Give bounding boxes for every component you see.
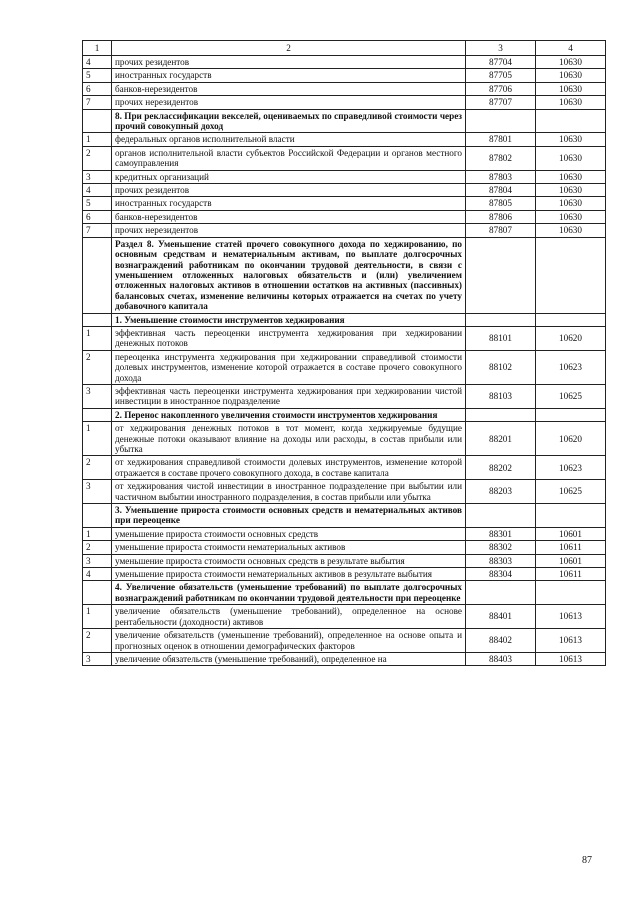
symbol-code: 88201 — [466, 422, 536, 456]
symbol-code: 87704 — [466, 56, 536, 69]
row-number — [83, 504, 112, 528]
symbol-code — [466, 109, 536, 133]
account-number: 10625 — [536, 480, 606, 504]
row-description: переоценка инструмента хеджирования при хеджировании справедливой стоимости долевых инструментов, изменение которой отражается в составе прочего совокупного дохода — [112, 350, 466, 384]
row-number: 1 — [83, 527, 112, 540]
section-heading-row — [83, 581, 606, 605]
symbol-code: 87801 — [466, 133, 536, 146]
account-number: 10630 — [536, 133, 606, 146]
table-row — [83, 527, 606, 540]
account-number: 10620 — [536, 326, 606, 350]
account-number — [536, 109, 606, 133]
section-heading: 4. Увеличение обязательств (уменьшение требований) по выплате долгосрочных вознаграждений работникам по окончании трудовой деятельности при переоценке — [112, 581, 466, 605]
account-number: 10620 — [536, 422, 606, 456]
row-description: от хеджирования справедливой стоимости долевых инструментов, изменение которой отражается в составе прочего совокупного дохода, в составе капитала — [112, 456, 466, 480]
account-number: 10630 — [536, 197, 606, 210]
table-row — [83, 554, 606, 567]
symbol-code — [466, 313, 536, 326]
symbol-code: 88401 — [466, 605, 536, 629]
row-number: 2 — [83, 350, 112, 384]
document-page — [82, 40, 605, 666]
row-description: уменьшение прироста стоимости нематериальных активов в результате выбытия — [112, 568, 466, 581]
symbol-code: 88203 — [466, 480, 536, 504]
table-row — [83, 56, 606, 69]
symbol-code: 88102 — [466, 350, 536, 384]
table-header-row — [83, 41, 606, 56]
table-body — [83, 56, 606, 666]
section-heading-row — [83, 313, 606, 326]
section-heading: Раздел 8. Уменьшение статей прочего совокупного дохода по хеджированию, по основным средствам и нематериальным активам, по выплате долгосрочных вознаграждений работникам по окончании трудовой деятельности, в связи с уменьшением отложенных налоговых обязательств и (или) увеличением отложенных налоговых активов в отношении остатков на активных (пассивных) балансовых счетах, изменение величины которых отражается на счетах по учету добавочного капитала — [112, 237, 466, 313]
row-number: 2 — [83, 541, 112, 554]
account-number — [536, 313, 606, 326]
row-number: 4 — [83, 184, 112, 197]
symbol-code: 87806 — [466, 210, 536, 223]
table-row — [83, 384, 606, 408]
symbol-code: 87803 — [466, 170, 536, 183]
account-number: 10613 — [536, 652, 606, 665]
account-number: 10630 — [536, 56, 606, 69]
symbol-code — [466, 581, 536, 605]
row-number: 3 — [83, 652, 112, 665]
table-row — [83, 326, 606, 350]
table-row — [83, 350, 606, 384]
account-number: 10630 — [536, 69, 606, 82]
symbol-code — [466, 408, 536, 421]
account-number — [536, 581, 606, 605]
account-number — [536, 504, 606, 528]
account-number — [536, 408, 606, 421]
row-number: 4 — [83, 56, 112, 69]
account-number: 10613 — [536, 629, 606, 653]
row-number: 2 — [83, 146, 112, 170]
table-row — [83, 197, 606, 210]
row-number — [83, 237, 112, 313]
table-row — [83, 210, 606, 223]
row-number — [83, 109, 112, 133]
row-description: иностранных государств — [112, 197, 466, 210]
row-description: уменьшение прироста стоимости основных средств в результате выбытия — [112, 554, 466, 567]
table-row — [83, 480, 606, 504]
row-description: прочих нерезидентов — [112, 224, 466, 237]
row-number: 1 — [83, 422, 112, 456]
account-number: 10613 — [536, 605, 606, 629]
row-description: федеральных органов исполнительной власти — [112, 133, 466, 146]
row-number: 6 — [83, 82, 112, 95]
table-row — [83, 146, 606, 170]
symbol-code: 88402 — [466, 629, 536, 653]
accounts-table — [82, 40, 606, 666]
row-number — [83, 581, 112, 605]
section-heading: 3. Уменьшение прироста стоимости основных средств и нематериальных активов при переоценке — [112, 504, 466, 528]
account-number: 10630 — [536, 224, 606, 237]
row-description: эффективная часть переоценки инструмента хеджирования при хеджировании денежных потоков — [112, 326, 466, 350]
row-description: уменьшение прироста стоимости нематериальных активов — [112, 541, 466, 554]
row-description: органов исполнительной власти субъектов Российской Федерации и органов местного самоуправления — [112, 146, 466, 170]
row-description: увеличение обязательств (уменьшение требований), определенное на — [112, 652, 466, 665]
symbol-code: 88202 — [466, 456, 536, 480]
table-row — [83, 456, 606, 480]
row-description: прочих нерезидентов — [112, 96, 466, 109]
account-number: 10623 — [536, 350, 606, 384]
symbol-code — [466, 237, 536, 313]
section-heading-row — [83, 237, 606, 313]
row-number: 3 — [83, 384, 112, 408]
row-number: 5 — [83, 197, 112, 210]
account-number: 10611 — [536, 568, 606, 581]
row-description: банков-нерезидентов — [112, 210, 466, 223]
row-number: 3 — [83, 554, 112, 567]
symbol-code: 88303 — [466, 554, 536, 567]
table-row — [83, 170, 606, 183]
header-col-1: 1 — [83, 41, 112, 56]
account-number: 10630 — [536, 184, 606, 197]
row-description: прочих резидентов — [112, 184, 466, 197]
symbol-code: 87807 — [466, 224, 536, 237]
row-description: кредитных организаций — [112, 170, 466, 183]
symbol-code — [466, 504, 536, 528]
row-description: уменьшение прироста стоимости основных средств — [112, 527, 466, 540]
row-number: 7 — [83, 224, 112, 237]
account-number: 10630 — [536, 82, 606, 95]
header-col-3: 3 — [466, 41, 536, 56]
row-number — [83, 408, 112, 421]
table-row — [83, 133, 606, 146]
symbol-code: 87705 — [466, 69, 536, 82]
table-row — [83, 82, 606, 95]
section-heading: 1. Уменьшение стоимости инструментов хеджирования — [112, 313, 466, 326]
symbol-code: 88403 — [466, 652, 536, 665]
table-row — [83, 652, 606, 665]
row-number: 6 — [83, 210, 112, 223]
account-number: 10611 — [536, 541, 606, 554]
section-heading: 2. Перенос накопленного увеличения стоимости инструментов хеджирования — [112, 408, 466, 421]
row-number: 4 — [83, 568, 112, 581]
account-number: 10625 — [536, 384, 606, 408]
page-number: 87 — [582, 855, 592, 866]
row-description: эффективная часть переоценки инструмента хеджирования при хеджировании чистой инвестиции в иностранное подразделение — [112, 384, 466, 408]
row-number: 5 — [83, 69, 112, 82]
symbol-code: 88101 — [466, 326, 536, 350]
table-row — [83, 224, 606, 237]
account-number — [536, 237, 606, 313]
row-number — [83, 313, 112, 326]
section-heading-row — [83, 504, 606, 528]
symbol-code: 88103 — [466, 384, 536, 408]
account-number: 10623 — [536, 456, 606, 480]
table-row — [83, 422, 606, 456]
account-number: 10630 — [536, 210, 606, 223]
section-heading: 8. При реклассификации векселей, оцениваемых по справедливой стоимости через прочий совокупный доход — [112, 109, 466, 133]
row-number: 1 — [83, 326, 112, 350]
symbol-code: 87707 — [466, 96, 536, 109]
table-row — [83, 184, 606, 197]
account-number: 10630 — [536, 96, 606, 109]
row-description: от хеджирования чистой инвестиции в иностранное подразделение при выбытии или частичном выбытии иностранного подразделения, в состав прибыли или убытка — [112, 480, 466, 504]
row-description: увеличение обязательств (уменьшение требований), определенное на основе опыта и прогнозных оценок в отношении демографических факторов — [112, 629, 466, 653]
row-number: 2 — [83, 629, 112, 653]
row-number: 3 — [83, 170, 112, 183]
row-number: 1 — [83, 605, 112, 629]
table-row — [83, 605, 606, 629]
row-number: 1 — [83, 133, 112, 146]
symbol-code: 88302 — [466, 541, 536, 554]
account-number: 10601 — [536, 554, 606, 567]
symbol-code: 87706 — [466, 82, 536, 95]
row-description: иностранных государств — [112, 69, 466, 82]
row-number: 7 — [83, 96, 112, 109]
row-description: от хеджирования денежных потоков в тот момент, когда хеджируемые будущие денежные потоки оказывают влияние на доходы или расходы, в состав прибыли или убытка — [112, 422, 466, 456]
header-col-4: 4 — [536, 41, 606, 56]
table-row — [83, 629, 606, 653]
header-col-2: 2 — [112, 41, 466, 56]
account-number: 10630 — [536, 146, 606, 170]
symbol-code: 87802 — [466, 146, 536, 170]
section-heading-row — [83, 408, 606, 421]
table-row — [83, 541, 606, 554]
table-row — [83, 96, 606, 109]
row-description: прочих резидентов — [112, 56, 466, 69]
row-description: банков-нерезидентов — [112, 82, 466, 95]
account-number: 10630 — [536, 170, 606, 183]
symbol-code: 88301 — [466, 527, 536, 540]
account-number: 10601 — [536, 527, 606, 540]
symbol-code: 87805 — [466, 197, 536, 210]
section-heading-row — [83, 109, 606, 133]
row-description: увеличение обязательств (уменьшение требований), определенное на основе рентабельности (доходности) активов — [112, 605, 466, 629]
symbol-code: 88304 — [466, 568, 536, 581]
table-row — [83, 69, 606, 82]
row-number: 2 — [83, 456, 112, 480]
row-number: 3 — [83, 480, 112, 504]
table-row — [83, 568, 606, 581]
symbol-code: 87804 — [466, 184, 536, 197]
